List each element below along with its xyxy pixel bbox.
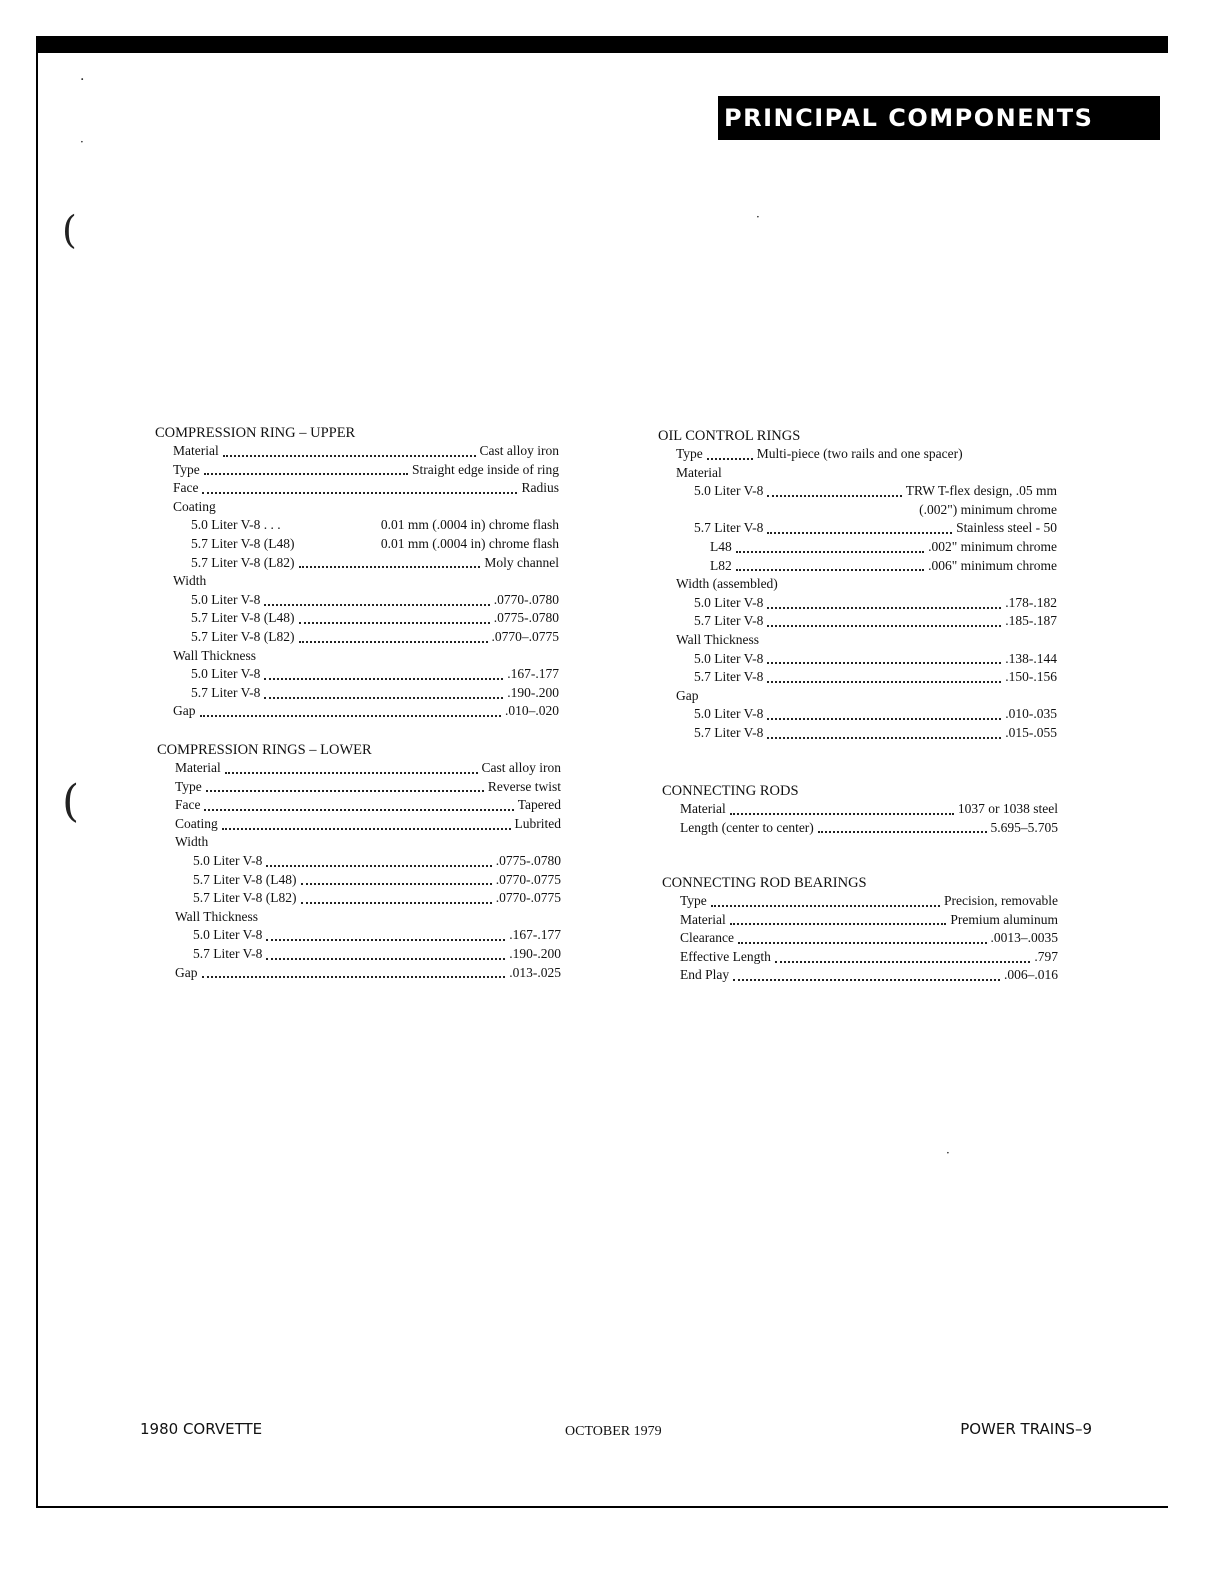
spec-label: 5.0 Liter V-8 xyxy=(694,650,764,666)
spec-group-label xyxy=(658,464,1057,483)
spec-value: TRW T-flex design, .05 mm xyxy=(905,483,1057,499)
spec-row xyxy=(658,594,1057,613)
dot-leader xyxy=(736,568,924,571)
spec-value: Cast alloy iron xyxy=(479,443,559,458)
spec-group-label xyxy=(658,575,1057,594)
spec-row xyxy=(155,535,559,554)
spec-label: 5.0 Liter V-8 xyxy=(193,927,263,943)
spec-label: Type xyxy=(680,893,707,908)
spec-value: .167-.177 xyxy=(509,927,561,943)
spec-label: 5.7 Liter V-8 (L48) xyxy=(191,610,295,626)
spec-value: .015-.055 xyxy=(1005,724,1057,740)
spec-label: Type xyxy=(676,446,703,461)
dot-leader xyxy=(301,882,492,885)
spec-row xyxy=(662,911,1058,930)
dot-leader xyxy=(767,494,901,497)
dot-leader xyxy=(738,941,987,944)
spec-label: Effective Length xyxy=(680,948,771,964)
spec-label: 5.7 Liter V-8 xyxy=(191,684,261,700)
spec-row xyxy=(658,557,1057,576)
spec-value: .0770-.0775 xyxy=(495,890,561,906)
spec-row xyxy=(155,479,559,498)
spec-row xyxy=(157,889,561,908)
spec-value: .006–.016 xyxy=(1004,967,1058,983)
dot-leader xyxy=(767,606,1001,609)
spec-value: Premium aluminum xyxy=(950,911,1058,927)
spec-label: Gap xyxy=(175,964,198,980)
spec-value: .0013–.0035 xyxy=(990,930,1058,946)
spec-row xyxy=(662,929,1058,948)
dot-leader xyxy=(767,736,1001,739)
spec-row xyxy=(155,684,559,703)
spec-label: Face xyxy=(173,480,199,496)
spec-label: Material xyxy=(676,464,722,480)
spec-value: .150-.156 xyxy=(1005,669,1057,685)
spec-value: 1037 or 1038 steel xyxy=(957,801,1058,816)
spec-value: 0.01 mm (.0004 in) chrome flash xyxy=(380,535,559,551)
spec-row xyxy=(662,892,1058,911)
footer-date: OCTOBER 1979 xyxy=(565,1424,662,1439)
spec-row xyxy=(157,871,561,890)
spec-label: 5.7 Liter V-8 (L48) xyxy=(191,535,295,551)
section-title: OIL CONTROL RINGS xyxy=(658,428,801,444)
dot-leader xyxy=(204,808,513,811)
spec-label: Wall Thickness xyxy=(676,631,760,647)
spec-value: Multi-piece (two rails and one spacer) xyxy=(756,446,963,461)
spec-value: Precision, removable xyxy=(944,893,1058,908)
spec-row xyxy=(155,591,559,610)
spec-row xyxy=(155,516,559,535)
spec-label: 5.7 Liter V-8 (L82) xyxy=(191,554,295,570)
spec-value: .797 xyxy=(1034,948,1058,964)
dot-leader xyxy=(264,677,503,680)
dot-leader xyxy=(733,978,1000,981)
spec-value: .013-.025 xyxy=(509,964,561,980)
spec-row xyxy=(658,612,1057,631)
spec-row xyxy=(662,948,1058,967)
dot-leader xyxy=(266,864,491,867)
spec-label: L48 xyxy=(710,538,732,554)
spec-label: Face xyxy=(175,797,201,813)
spec-label: 5.0 Liter V-8 xyxy=(193,852,263,868)
footer-page-number: POWER TRAINS–9 xyxy=(960,1420,1092,1438)
spec-group-label xyxy=(155,498,559,517)
spec-value: Tapered xyxy=(517,797,561,813)
spec-label: Width (assembled) xyxy=(676,576,778,592)
dot-leader xyxy=(299,621,490,624)
spec-label: 5.7 Liter V-8 xyxy=(694,613,764,629)
spec-row-continued xyxy=(658,501,1057,520)
spec-group-label xyxy=(157,908,561,927)
spec-label: 5.0 Liter V-8 xyxy=(694,483,764,499)
spec-row xyxy=(658,724,1057,743)
spec-value: Cast alloy iron xyxy=(481,760,561,775)
spec-row xyxy=(662,800,1058,819)
dot-leader xyxy=(301,901,492,904)
spec-value: Radius xyxy=(521,480,559,496)
spec-label: Material xyxy=(175,760,221,775)
dot-leader xyxy=(266,938,505,941)
spec-row xyxy=(155,628,559,647)
section-banner: PRINCIPAL COMPONENTS xyxy=(718,96,1160,140)
spec-label: Material xyxy=(680,911,726,927)
spec-section-oil-control-rings xyxy=(658,427,1057,743)
spec-label: Material xyxy=(173,443,219,458)
spec-row xyxy=(658,538,1057,557)
dot-leader xyxy=(206,789,484,792)
scan-speck-icon: · xyxy=(80,135,84,149)
spec-row xyxy=(155,609,559,628)
spec-section-compression-rings-lower xyxy=(157,741,561,982)
section-title: COMPRESSION RINGS – LOWER xyxy=(157,742,372,758)
spec-group-label xyxy=(155,572,559,591)
spec-row xyxy=(658,705,1057,724)
dot-leader xyxy=(204,472,408,475)
spec-row xyxy=(157,778,561,797)
dot-leader xyxy=(767,531,952,534)
spec-label: 5.7 Liter V-8 xyxy=(694,724,764,740)
scan-mark-icon: ( xyxy=(62,776,80,827)
spec-row xyxy=(662,819,1058,838)
spec-label: Wall Thickness xyxy=(175,908,259,924)
spec-label: Width xyxy=(173,573,207,589)
spec-label: 5.0 Liter V-8 xyxy=(191,666,261,682)
spec-label: 5.7 Liter V-8 xyxy=(694,669,764,685)
spec-label: 5.0 Liter V-8 xyxy=(191,591,261,607)
spec-value: .138-.144 xyxy=(1005,650,1057,666)
spec-label: 5.0 Liter V-8 xyxy=(694,594,764,610)
spec-value: 5.695–5.705 xyxy=(990,819,1058,835)
spec-label: 5.7 Liter V-8 (L82) xyxy=(193,890,297,906)
spec-row xyxy=(157,926,561,945)
spec-value: .0770–.0775 xyxy=(491,628,559,644)
spec-label: Width xyxy=(175,834,209,850)
spec-value: .190-.200 xyxy=(509,945,561,961)
dot-leader xyxy=(767,624,1001,627)
scan-speck-icon: · xyxy=(756,210,760,224)
spec-label: Wall Thickness xyxy=(173,647,257,663)
spec-label: 5.7 Liter V-8 xyxy=(694,520,764,536)
spec-group-label xyxy=(155,647,559,666)
spec-label: 5.0 Liter V-8 . . . xyxy=(191,517,281,533)
spec-value: .0770-.0780 xyxy=(493,591,559,607)
spec-section-compression-ring-upper xyxy=(155,424,559,721)
dot-leader xyxy=(222,827,511,830)
spec-row xyxy=(658,668,1057,687)
spec-group-label xyxy=(658,687,1057,706)
dot-leader xyxy=(767,717,1001,720)
spec-row xyxy=(658,519,1057,538)
dot-leader xyxy=(730,812,954,815)
spec-label: Clearance xyxy=(680,930,734,946)
footer-title: 1980 CORVETTE xyxy=(140,1420,263,1438)
dot-leader xyxy=(225,771,478,774)
spec-value: .010–.020 xyxy=(505,703,559,719)
spec-value: .006" minimum chrome xyxy=(928,557,1057,573)
dot-leader xyxy=(223,454,476,457)
page-border-bottom xyxy=(36,1506,1168,1508)
spec-label: End Play xyxy=(680,967,730,983)
spec-row xyxy=(157,852,561,871)
dot-leader xyxy=(818,830,987,833)
spec-row xyxy=(658,650,1057,669)
spec-value: .190-.200 xyxy=(507,684,559,700)
spec-row xyxy=(157,964,561,983)
spec-value: Lubrited xyxy=(514,815,561,831)
section-title: COMPRESSION RING – UPPER xyxy=(155,425,356,441)
spec-value: .0775-.0780 xyxy=(493,610,559,626)
spec-label: Material xyxy=(680,801,726,816)
spec-value: (.002") minimum chrome xyxy=(919,501,1057,517)
spec-label: Type xyxy=(175,778,202,794)
spec-value: .185-.187 xyxy=(1005,613,1057,629)
spec-label: Gap xyxy=(676,687,699,703)
spec-label: Gap xyxy=(173,703,196,719)
spec-value: Stainless steel - 50 xyxy=(956,520,1057,536)
dot-leader xyxy=(767,661,1001,664)
page-border-left xyxy=(36,36,38,1508)
dot-leader xyxy=(736,550,924,553)
dot-leader xyxy=(200,714,502,717)
spec-label: 5.7 Liter V-8 (L48) xyxy=(193,871,297,887)
scan-speck-icon: · xyxy=(946,1146,950,1160)
spec-label: 5.7 Liter V-8 xyxy=(193,945,263,961)
dot-leader xyxy=(266,957,505,960)
spec-value: .002" minimum chrome xyxy=(928,538,1057,554)
spec-group-label xyxy=(658,631,1057,650)
spec-row xyxy=(658,482,1057,501)
spec-value: Reverse twist xyxy=(487,778,561,794)
spec-label: Coating xyxy=(175,815,218,831)
spec-row xyxy=(155,461,559,480)
spec-row xyxy=(157,815,561,834)
spec-row xyxy=(157,945,561,964)
section-title: CONNECTING RODS xyxy=(662,783,799,799)
dot-leader xyxy=(202,491,517,494)
spec-label: Length (center to center) xyxy=(680,819,814,835)
spec-label: Type xyxy=(173,461,200,477)
section-title: CONNECTING ROD BEARINGS xyxy=(662,875,867,891)
spec-value: .178-.182 xyxy=(1005,594,1057,610)
spec-row xyxy=(155,554,559,573)
spec-label: 5.0 Liter V-8 xyxy=(694,706,764,722)
spec-section-connecting-rods xyxy=(662,782,1058,837)
spec-label: Coating xyxy=(173,498,216,514)
spec-value: 0.01 mm (.0004 in) chrome flash xyxy=(380,517,559,533)
spec-value: .167-.177 xyxy=(507,666,559,682)
dot-leader xyxy=(264,696,503,699)
spec-value: Moly channel xyxy=(484,554,559,570)
spec-row xyxy=(155,442,559,461)
scan-mark-icon: ( xyxy=(62,208,77,252)
dot-leader xyxy=(775,960,1031,963)
dot-leader xyxy=(299,565,481,568)
spec-row xyxy=(658,445,1057,464)
spec-row xyxy=(155,665,559,684)
spec-group-label xyxy=(157,833,561,852)
dot-leader xyxy=(707,457,753,460)
spec-value: .0775-.0780 xyxy=(495,852,561,868)
dot-leader xyxy=(730,922,947,925)
spec-label: L82 xyxy=(710,557,732,573)
scan-speck-icon: · xyxy=(80,72,85,88)
page-border-top xyxy=(36,36,1168,53)
spec-row xyxy=(155,702,559,721)
spec-section-connecting-rod-bearings xyxy=(662,874,1058,985)
dot-leader xyxy=(767,680,1001,683)
spec-value: .0770-.0775 xyxy=(495,871,561,887)
dot-leader xyxy=(711,904,940,907)
dot-leader xyxy=(264,603,489,606)
spec-value: Straight edge inside of ring xyxy=(412,461,559,477)
spec-row xyxy=(662,966,1058,985)
spec-row xyxy=(157,759,561,778)
dot-leader xyxy=(299,640,488,643)
spec-row xyxy=(157,796,561,815)
spec-value: .010-.035 xyxy=(1005,706,1057,722)
spec-label: 5.7 Liter V-8 (L82) xyxy=(191,628,295,644)
dot-leader xyxy=(202,975,506,978)
